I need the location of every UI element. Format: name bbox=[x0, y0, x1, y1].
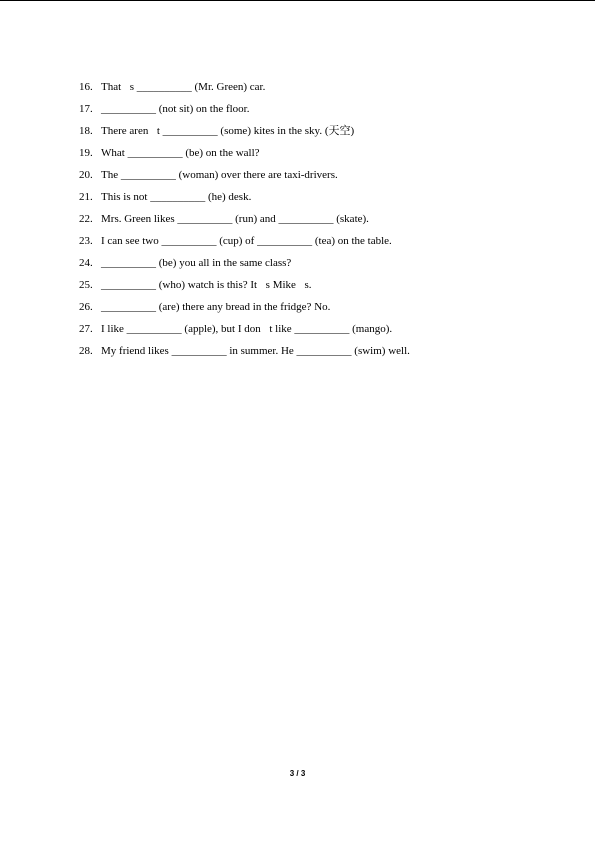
item-text: The __________ (woman) over there are taxi-drivers. bbox=[101, 169, 338, 181]
item-text: There aren t __________ (some) kites in the sky. (天空) bbox=[101, 125, 355, 137]
item-text: I like __________ (apple), but I don t like __________ (mango). bbox=[101, 323, 393, 335]
item-number: 19. bbox=[79, 147, 93, 159]
top-rule bbox=[0, 0, 595, 1]
item-text: I can see two __________ (cup) of __________ (tea) on the table. bbox=[101, 235, 392, 247]
exercise-item bbox=[79, 190, 410, 212]
exercise-item bbox=[79, 322, 410, 344]
item-number: 27. bbox=[79, 323, 93, 335]
exercise-item bbox=[79, 124, 410, 146]
exercise-item bbox=[79, 212, 410, 234]
exercise-item bbox=[79, 80, 410, 102]
item-number: 22. bbox=[79, 213, 93, 225]
exercise-list bbox=[79, 80, 410, 366]
exercise-item bbox=[79, 344, 410, 366]
exercise-item bbox=[79, 300, 410, 322]
item-number: 26. bbox=[79, 301, 93, 313]
exercise-item bbox=[79, 278, 410, 300]
item-text: That s __________ (Mr. Green) car. bbox=[101, 81, 266, 93]
item-text: This is not __________ (he) desk. bbox=[101, 191, 252, 203]
item-text: Mrs. Green likes __________ (run) and __________ (skate). bbox=[101, 213, 369, 225]
item-number: 16. bbox=[79, 81, 93, 93]
item-text: __________ (are) there any bread in the fridge? No. bbox=[101, 301, 331, 313]
page-number: 3 / 3 bbox=[289, 769, 306, 778]
item-number: 24. bbox=[79, 257, 93, 269]
item-number: 17. bbox=[79, 103, 93, 115]
exercise-item bbox=[79, 168, 410, 190]
item-number: 25. bbox=[79, 279, 93, 291]
item-text: __________ (not sit) on the floor. bbox=[101, 103, 250, 115]
item-text: __________ (be) you all in the same class? bbox=[101, 257, 292, 269]
item-number: 23. bbox=[79, 235, 93, 247]
exercise-item bbox=[79, 146, 410, 168]
item-text: What __________ (be) on the wall? bbox=[101, 147, 260, 159]
item-number: 20. bbox=[79, 169, 93, 181]
exercise-item bbox=[79, 234, 410, 256]
item-number: 21. bbox=[79, 191, 93, 203]
item-text: __________ (who) watch is this? It s Mike s. bbox=[101, 279, 312, 291]
exercise-item bbox=[79, 102, 410, 124]
item-number: 18. bbox=[79, 125, 93, 137]
exercise-item bbox=[79, 256, 410, 278]
item-number: 28. bbox=[79, 345, 93, 357]
item-text: My friend likes __________ in summer. He __________ (swim) well. bbox=[101, 345, 410, 357]
